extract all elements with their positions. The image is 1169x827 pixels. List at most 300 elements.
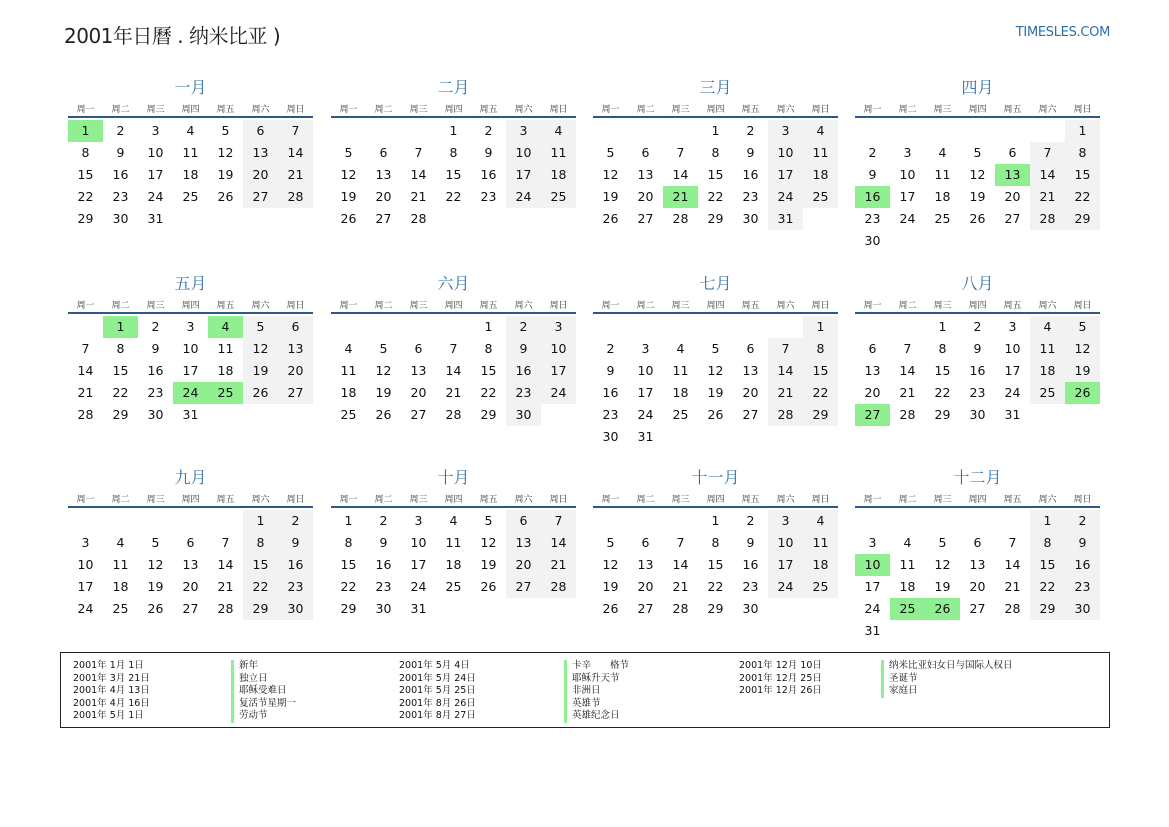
day-cell: 18 bbox=[445, 557, 462, 572]
day-cell: 8 bbox=[81, 145, 90, 160]
day-cell: 3 bbox=[903, 145, 912, 160]
day-cell: 23 bbox=[864, 211, 881, 226]
day-cell: 29 bbox=[707, 601, 724, 616]
day-cell: 27 bbox=[182, 601, 199, 616]
weekday-label: 周一 bbox=[339, 495, 358, 505]
day-cell: 7 bbox=[81, 341, 90, 356]
day-cell: 25 bbox=[541, 186, 576, 208]
day-cell: 8 bbox=[938, 341, 947, 356]
day-cell: 24 bbox=[864, 601, 881, 616]
legend-holiday-name: 圣诞节 bbox=[889, 672, 918, 684]
day-cell: 24 bbox=[77, 601, 94, 616]
legend-holiday-name: 耶稣升天节 bbox=[572, 672, 620, 684]
day-cell: 11 bbox=[340, 363, 357, 378]
day-cell: 20 bbox=[969, 579, 986, 594]
weekday-label: 周二 bbox=[898, 301, 917, 311]
day-cell: 23 bbox=[742, 579, 759, 594]
weekday-label: 周二 bbox=[636, 105, 655, 115]
day-cell: 28 bbox=[541, 576, 576, 598]
day-cell: 5 bbox=[1065, 316, 1100, 338]
day-cell: 5 bbox=[151, 535, 160, 550]
day-cell: 5 bbox=[711, 341, 720, 356]
weekday-label: 周六 bbox=[514, 301, 533, 311]
day-cell: 8 bbox=[803, 338, 838, 360]
holiday-day-cell: 1 bbox=[68, 120, 103, 142]
legend-holiday-name: 独立日 bbox=[239, 672, 268, 684]
day-cell: 1 bbox=[803, 316, 838, 338]
day-cell: 9 bbox=[746, 535, 755, 550]
day-cell: 2 bbox=[606, 341, 615, 356]
day-cell: 29 bbox=[112, 407, 129, 422]
month-title: 二月 bbox=[437, 78, 470, 97]
day-cell: 22 bbox=[1065, 186, 1100, 208]
day-cell: 15 bbox=[707, 557, 724, 572]
day-cell: 25 bbox=[803, 186, 838, 208]
holiday-day-cell: 1 bbox=[103, 316, 138, 338]
day-cell: 8 bbox=[116, 341, 125, 356]
day-cell: 26 bbox=[969, 211, 986, 226]
day-cell: 30 bbox=[602, 429, 619, 444]
day-cell: 4 bbox=[903, 535, 912, 550]
weekday-label: 周一 bbox=[601, 105, 620, 115]
weekday-label: 周三 bbox=[409, 495, 428, 505]
day-cell: 24 bbox=[147, 189, 164, 204]
day-cell: 6 bbox=[186, 535, 195, 550]
weekday-label: 周六 bbox=[251, 301, 270, 311]
day-cell: 29 bbox=[77, 211, 94, 226]
day-cell: 14 bbox=[278, 142, 313, 164]
day-cell: 28 bbox=[217, 601, 234, 616]
day-cell: 24 bbox=[637, 407, 654, 422]
day-cell: 31 bbox=[410, 601, 427, 616]
day-cell: 31 bbox=[768, 208, 803, 230]
day-cell: 12 bbox=[934, 557, 951, 572]
day-cell: 11 bbox=[803, 142, 838, 164]
day-cell: 18 bbox=[541, 164, 576, 186]
day-cell: 17 bbox=[410, 557, 427, 572]
legend-date: 2001年 8月 27日 bbox=[399, 710, 476, 721]
day-cell: 18 bbox=[1030, 360, 1065, 382]
weekday-label: 周三 bbox=[933, 301, 952, 311]
weekday-label: 周三 bbox=[409, 301, 428, 311]
day-cell: 2 bbox=[973, 319, 982, 334]
day-cell: 4 bbox=[938, 145, 947, 160]
legend-date: 2001年 1月 1日 bbox=[73, 660, 144, 671]
day-cell: 5 bbox=[973, 145, 982, 160]
day-cell: 10 bbox=[77, 557, 94, 572]
weekday-label: 周一 bbox=[863, 301, 882, 311]
weekday-label: 周三 bbox=[933, 105, 952, 115]
month-10 bbox=[331, 465, 576, 655]
holiday-day-cell: 4 bbox=[208, 316, 243, 338]
header-rule bbox=[855, 116, 1100, 118]
weekday-label: 周四 bbox=[181, 301, 200, 311]
weekday-label: 周四 bbox=[706, 105, 725, 115]
day-cell: 28 bbox=[672, 211, 689, 226]
day-cell: 6 bbox=[243, 120, 278, 142]
day-cell: 19 bbox=[147, 579, 164, 594]
day-cell: 15 bbox=[340, 557, 357, 572]
weekday-label: 周五 bbox=[479, 105, 498, 115]
header-rule bbox=[593, 312, 838, 314]
day-cell: 17 bbox=[506, 164, 541, 186]
header-rule bbox=[68, 116, 313, 118]
month-title: 八月 bbox=[961, 274, 994, 293]
legend-date: 2001年 4月 16日 bbox=[73, 697, 150, 709]
header-rule bbox=[855, 506, 1100, 508]
day-cell: 5 bbox=[606, 145, 615, 160]
day-cell: 29 bbox=[803, 404, 838, 426]
weekday-label: 周二 bbox=[374, 495, 393, 505]
day-cell: 1 bbox=[484, 319, 493, 334]
holiday-day-cell: 21 bbox=[663, 186, 698, 208]
day-cell: 11 bbox=[899, 557, 916, 572]
day-cell: 6 bbox=[641, 145, 650, 160]
day-cell: 20 bbox=[182, 579, 199, 594]
day-cell: 24 bbox=[506, 186, 541, 208]
day-cell: 17 bbox=[864, 579, 881, 594]
day-cell: 20 bbox=[864, 385, 881, 400]
weekday-label: 周二 bbox=[374, 105, 393, 115]
day-cell: 11 bbox=[182, 145, 199, 160]
day-cell: 16 bbox=[1065, 554, 1100, 576]
day-cell: 3 bbox=[541, 316, 576, 338]
day-cell: 5 bbox=[938, 535, 947, 550]
day-cell: 13 bbox=[410, 363, 427, 378]
day-cell: 4 bbox=[449, 513, 458, 528]
day-cell: 12 bbox=[1065, 338, 1100, 360]
day-cell: 30 bbox=[278, 598, 313, 620]
day-cell: 12 bbox=[340, 167, 357, 182]
day-cell: 6 bbox=[641, 535, 650, 550]
month-title: 九月 bbox=[174, 468, 207, 487]
legend-date: 2001年 12月 10日 bbox=[739, 660, 822, 671]
day-cell: 22 bbox=[243, 576, 278, 598]
day-cell: 30 bbox=[506, 404, 541, 426]
legend-names-col-1 bbox=[231, 660, 296, 723]
day-cell: 7 bbox=[676, 145, 685, 160]
day-cell: 13 bbox=[278, 338, 313, 360]
day-cell: 11 bbox=[112, 557, 129, 572]
day-cell: 30 bbox=[375, 601, 392, 616]
day-cell: 14 bbox=[217, 557, 234, 572]
day-cell: 17 bbox=[768, 164, 803, 186]
day-cell: 16 bbox=[969, 363, 986, 378]
month-2 bbox=[331, 75, 576, 265]
day-cell: 27 bbox=[637, 601, 654, 616]
weekday-label: 周日 bbox=[286, 495, 305, 505]
day-cell: 10 bbox=[147, 145, 164, 160]
day-cell: 18 bbox=[112, 579, 129, 594]
legend-holiday-name: 卡辛 格节 bbox=[572, 660, 630, 671]
month-title: 五月 bbox=[174, 274, 207, 293]
legend-date: 2001年 4月 13日 bbox=[73, 685, 150, 696]
legend-date: 2001年 8月 26日 bbox=[399, 697, 476, 709]
day-cell: 27 bbox=[969, 601, 986, 616]
day-cell: 3 bbox=[1008, 319, 1017, 334]
day-cell: 5 bbox=[344, 145, 353, 160]
weekday-label: 周二 bbox=[898, 105, 917, 115]
weekday-label: 周一 bbox=[339, 301, 358, 311]
weekday-label: 周日 bbox=[549, 105, 568, 115]
weekday-label: 周六 bbox=[776, 105, 795, 115]
day-cell: 4 bbox=[186, 123, 195, 138]
weekday-label: 周三 bbox=[146, 495, 165, 505]
day-cell: 6 bbox=[1008, 145, 1017, 160]
weekday-label: 周五 bbox=[1003, 105, 1022, 115]
day-cell: 10 bbox=[410, 535, 427, 550]
day-cell: 4 bbox=[803, 510, 838, 532]
day-cell: 7 bbox=[221, 535, 230, 550]
day-cell: 20 bbox=[742, 385, 759, 400]
day-cell: 2 bbox=[1065, 510, 1100, 532]
day-cell: 12 bbox=[147, 557, 164, 572]
legend-date: 2001年 3月 21日 bbox=[73, 672, 150, 684]
day-cell: 16 bbox=[147, 363, 164, 378]
day-cell: 26 bbox=[217, 189, 234, 204]
day-cell: 12 bbox=[707, 363, 724, 378]
day-cell: 22 bbox=[934, 385, 951, 400]
weekday-label: 周六 bbox=[251, 495, 270, 505]
holiday-day-cell: 25 bbox=[890, 598, 925, 620]
holiday-day-cell: 25 bbox=[208, 382, 243, 404]
day-cell: 7 bbox=[541, 510, 576, 532]
weekday-label: 周四 bbox=[181, 495, 200, 505]
weekday-label: 周二 bbox=[111, 105, 130, 115]
month-7 bbox=[593, 271, 838, 461]
day-cell: 15 bbox=[243, 554, 278, 576]
weekday-label: 周三 bbox=[671, 105, 690, 115]
day-cell: 26 bbox=[480, 579, 497, 594]
weekday-label: 周三 bbox=[671, 301, 690, 311]
day-cell: 7 bbox=[903, 341, 912, 356]
day-cell: 9 bbox=[506, 338, 541, 360]
day-cell: 9 bbox=[379, 535, 388, 550]
day-cell: 28 bbox=[278, 186, 313, 208]
day-cell: 6 bbox=[278, 316, 313, 338]
holiday-day-cell: 27 bbox=[855, 404, 890, 426]
day-cell: 16 bbox=[480, 167, 497, 182]
day-cell: 27 bbox=[243, 186, 278, 208]
day-cell: 1 bbox=[1065, 120, 1100, 142]
day-cell: 8 bbox=[243, 532, 278, 554]
month-11 bbox=[593, 465, 838, 655]
weekday-label: 周二 bbox=[636, 495, 655, 505]
day-cell: 9 bbox=[606, 363, 615, 378]
day-cell: 7 bbox=[768, 338, 803, 360]
day-cell: 3 bbox=[151, 123, 160, 138]
day-cell: 16 bbox=[375, 557, 392, 572]
legend-dates-col-3 bbox=[739, 660, 822, 698]
day-cell: 19 bbox=[707, 385, 724, 400]
holiday-day-cell: 16 bbox=[855, 186, 890, 208]
day-cell: 3 bbox=[186, 319, 195, 334]
day-cell: 16 bbox=[742, 557, 759, 572]
day-cell: 7 bbox=[414, 145, 423, 160]
weekday-label: 周五 bbox=[216, 495, 235, 505]
day-cell: 31 bbox=[182, 407, 199, 422]
day-cell: 31 bbox=[637, 429, 654, 444]
holiday-day-cell: 26 bbox=[925, 598, 960, 620]
legend-dates-col-1 bbox=[73, 660, 150, 723]
day-cell: 12 bbox=[375, 363, 392, 378]
weekday-label: 周二 bbox=[898, 495, 917, 505]
day-cell: 7 bbox=[449, 341, 458, 356]
day-cell: 8 bbox=[711, 145, 720, 160]
legend-holiday-name: 耶稣受难日 bbox=[239, 685, 287, 696]
header-rule bbox=[68, 312, 313, 314]
day-cell: 4 bbox=[344, 341, 353, 356]
day-cell: 17 bbox=[77, 579, 94, 594]
day-cell: 9 bbox=[151, 341, 160, 356]
weekday-label: 周日 bbox=[1073, 495, 1092, 505]
day-cell: 6 bbox=[868, 341, 877, 356]
weekday-label: 周六 bbox=[1038, 301, 1057, 311]
weekday-label: 周五 bbox=[479, 301, 498, 311]
day-cell: 14 bbox=[541, 532, 576, 554]
weekday-label: 周日 bbox=[286, 301, 305, 311]
day-cell: 3 bbox=[414, 513, 423, 528]
day-cell: 27 bbox=[637, 211, 654, 226]
day-cell: 1 bbox=[449, 123, 458, 138]
header-rule bbox=[593, 116, 838, 118]
day-cell: 10 bbox=[506, 142, 541, 164]
legend-date: 2001年 5月 25日 bbox=[399, 685, 476, 696]
header-rule bbox=[331, 506, 576, 508]
weekday-label: 周二 bbox=[111, 495, 130, 505]
month-12 bbox=[855, 465, 1100, 655]
day-cell: 20 bbox=[637, 579, 654, 594]
weekday-label: 周一 bbox=[863, 495, 882, 505]
day-cell: 14 bbox=[1030, 164, 1065, 186]
day-cell: 11 bbox=[934, 167, 951, 182]
weekday-label: 周三 bbox=[671, 495, 690, 505]
weekday-label: 周五 bbox=[216, 105, 235, 115]
weekday-label: 周一 bbox=[76, 495, 95, 505]
day-cell: 11 bbox=[217, 341, 234, 356]
day-cell: 21 bbox=[899, 385, 916, 400]
day-cell: 13 bbox=[969, 557, 986, 572]
weekday-label: 周二 bbox=[636, 301, 655, 311]
day-cell: 12 bbox=[480, 535, 497, 550]
day-cell: 25 bbox=[803, 576, 838, 598]
day-cell: 21 bbox=[77, 385, 94, 400]
day-cell: 10 bbox=[768, 142, 803, 164]
day-cell: 14 bbox=[672, 557, 689, 572]
day-cell: 11 bbox=[445, 535, 462, 550]
day-cell: 4 bbox=[803, 120, 838, 142]
day-cell: 13 bbox=[637, 557, 654, 572]
legend-dates-col-2 bbox=[399, 660, 476, 723]
day-cell: 21 bbox=[410, 189, 427, 204]
day-cell: 22 bbox=[112, 385, 129, 400]
day-cell: 10 bbox=[182, 341, 199, 356]
day-cell: 30 bbox=[112, 211, 129, 226]
day-cell: 6 bbox=[379, 145, 388, 160]
day-cell: 21 bbox=[672, 579, 689, 594]
day-cell: 29 bbox=[340, 601, 357, 616]
day-cell: 2 bbox=[151, 319, 160, 334]
day-cell: 26 bbox=[602, 211, 619, 226]
day-cell: 13 bbox=[375, 167, 392, 182]
day-cell: 26 bbox=[375, 407, 392, 422]
weekday-label: 周四 bbox=[706, 495, 725, 505]
day-cell: 29 bbox=[1030, 598, 1065, 620]
day-cell: 26 bbox=[243, 382, 278, 404]
weekday-label: 周日 bbox=[811, 495, 830, 505]
day-cell: 2 bbox=[116, 123, 125, 138]
day-cell: 3 bbox=[506, 120, 541, 142]
day-cell: 10 bbox=[637, 363, 654, 378]
holiday-day-cell: 26 bbox=[1065, 382, 1100, 404]
day-cell: 23 bbox=[742, 189, 759, 204]
day-cell: 18 bbox=[899, 579, 916, 594]
day-cell: 14 bbox=[445, 363, 462, 378]
day-cell: 20 bbox=[506, 554, 541, 576]
day-cell: 20 bbox=[243, 164, 278, 186]
day-cell: 8 bbox=[449, 145, 458, 160]
day-cell: 15 bbox=[707, 167, 724, 182]
day-cell: 23 bbox=[1065, 576, 1100, 598]
day-cell: 18 bbox=[182, 167, 199, 182]
day-cell: 10 bbox=[1004, 341, 1021, 356]
weekday-label: 周四 bbox=[444, 495, 463, 505]
day-cell: 12 bbox=[602, 167, 619, 182]
day-cell: 19 bbox=[934, 579, 951, 594]
day-cell: 21 bbox=[278, 164, 313, 186]
day-cell: 31 bbox=[1004, 407, 1021, 422]
day-cell: 11 bbox=[803, 532, 838, 554]
header-rule bbox=[855, 312, 1100, 314]
day-cell: 12 bbox=[217, 145, 234, 160]
day-cell: 12 bbox=[243, 338, 278, 360]
day-cell: 30 bbox=[742, 211, 759, 226]
day-cell: 2 bbox=[278, 510, 313, 532]
day-cell: 19 bbox=[480, 557, 497, 572]
day-cell: 4 bbox=[116, 535, 125, 550]
legend-holiday-name: 新年 bbox=[239, 660, 259, 671]
month-title: 十一月 bbox=[691, 468, 740, 487]
day-cell: 7 bbox=[278, 120, 313, 142]
day-cell: 19 bbox=[217, 167, 234, 182]
day-cell: 15 bbox=[77, 167, 94, 182]
site-link[interactable]: TIMESLES.COM bbox=[1015, 25, 1110, 40]
weekday-label: 周六 bbox=[514, 105, 533, 115]
day-cell: 8 bbox=[711, 535, 720, 550]
day-cell: 30 bbox=[969, 407, 986, 422]
day-cell: 25 bbox=[112, 601, 129, 616]
day-cell: 14 bbox=[77, 363, 94, 378]
weekday-label: 周五 bbox=[479, 495, 498, 505]
day-cell: 21 bbox=[1004, 579, 1021, 594]
weekday-label: 周六 bbox=[1038, 105, 1057, 115]
day-cell: 21 bbox=[541, 554, 576, 576]
day-cell: 24 bbox=[768, 576, 803, 598]
holiday-day-cell: 10 bbox=[855, 554, 890, 576]
day-cell: 5 bbox=[484, 513, 493, 528]
header-rule bbox=[593, 506, 838, 508]
day-cell: 23 bbox=[147, 385, 164, 400]
day-cell: 7 bbox=[1008, 535, 1017, 550]
legend-date: 2001年 5月 24日 bbox=[399, 672, 476, 684]
weekday-label: 周五 bbox=[216, 301, 235, 311]
day-cell: 1 bbox=[344, 513, 353, 528]
weekday-label: 周六 bbox=[776, 495, 795, 505]
day-cell: 2 bbox=[506, 316, 541, 338]
day-cell: 12 bbox=[602, 557, 619, 572]
day-cell: 16 bbox=[278, 554, 313, 576]
month-title: 一月 bbox=[174, 78, 207, 97]
